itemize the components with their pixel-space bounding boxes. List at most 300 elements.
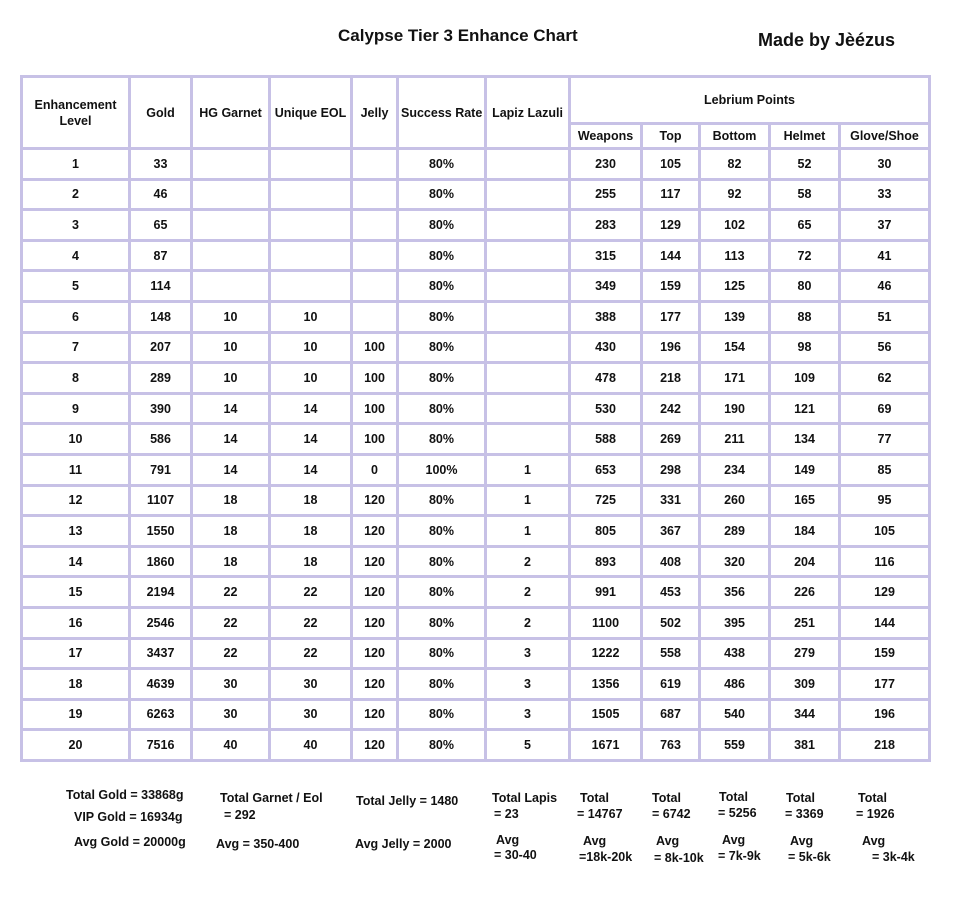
cell-level: 11 [22, 454, 130, 485]
cell-level: 14 [22, 546, 130, 577]
cell-gold: 2546 [130, 607, 192, 638]
helmet-avg-label: Avg [790, 834, 814, 848]
cell-jelly: 100 [352, 332, 398, 363]
cell-bottom: 82 [700, 149, 770, 180]
cell-hg-garnet: 14 [192, 454, 270, 485]
cell-glove-shoe: 116 [840, 546, 930, 577]
cell-lapiz-lazuli: 1 [486, 485, 570, 516]
cell-bottom: 289 [700, 516, 770, 547]
cell-bottom: 190 [700, 393, 770, 424]
cell-level: 13 [22, 516, 130, 547]
cell-helmet: 251 [770, 607, 840, 638]
cell-level: 4 [22, 240, 130, 271]
cell-success-rate: 80% [398, 179, 486, 210]
cell-weapons: 388 [570, 301, 642, 332]
bottom-avg-value: = 7k-9k [718, 849, 761, 863]
cell-bottom: 171 [700, 363, 770, 394]
cell-helmet: 80 [770, 271, 840, 302]
bottom-total-value: = 5256 [718, 806, 757, 820]
cell-hg-garnet: 10 [192, 301, 270, 332]
header-gold: Gold [130, 77, 192, 149]
cell-lapiz-lazuli: 1 [486, 516, 570, 547]
weapons-avg-value: =18k-20k [579, 850, 633, 864]
cell-success-rate: 80% [398, 730, 486, 761]
cell-lapiz-lazuli [486, 363, 570, 394]
cell-success-rate: 80% [398, 669, 486, 700]
cell-top: 242 [642, 393, 700, 424]
cell-lapiz-lazuli: 2 [486, 607, 570, 638]
cell-unique-eol: 30 [270, 699, 352, 730]
cell-gold: 289 [130, 363, 192, 394]
cell-unique-eol: 18 [270, 485, 352, 516]
cell-lapiz-lazuli: 1 [486, 454, 570, 485]
weapons-total-value: = 14767 [577, 807, 623, 821]
cell-gold: 114 [130, 271, 192, 302]
cell-glove-shoe: 33 [840, 179, 930, 210]
cell-top: 453 [642, 577, 700, 608]
table-row [22, 332, 930, 363]
cell-glove-shoe: 37 [840, 210, 930, 241]
cell-hg-garnet: 18 [192, 546, 270, 577]
cell-level: 15 [22, 577, 130, 608]
avg-garnet-eol: Avg = 350-400 [216, 837, 300, 851]
header-hg-garnet: HG Garnet [192, 77, 270, 149]
cell-level: 18 [22, 669, 130, 700]
cell-bottom: 113 [700, 240, 770, 271]
cell-gold: 1107 [130, 485, 192, 516]
cell-weapons: 893 [570, 546, 642, 577]
cell-level: 10 [22, 424, 130, 455]
cell-level: 3 [22, 210, 130, 241]
cell-success-rate: 80% [398, 424, 486, 455]
cell-success-rate: 80% [398, 699, 486, 730]
cell-success-rate: 80% [398, 393, 486, 424]
cell-glove-shoe: 77 [840, 424, 930, 455]
header-weapons: Weapons [570, 124, 642, 149]
cell-bottom: 102 [700, 210, 770, 241]
cell-bottom: 92 [700, 179, 770, 210]
cell-helmet: 58 [770, 179, 840, 210]
table-row [22, 240, 930, 271]
cell-helmet: 226 [770, 577, 840, 608]
cell-lapiz-lazuli [486, 240, 570, 271]
cell-jelly: 120 [352, 730, 398, 761]
cell-bottom: 154 [700, 332, 770, 363]
cell-glove-shoe: 129 [840, 577, 930, 608]
author-credit: Made by Jèézus [758, 30, 896, 50]
avg-lapis-label: Avg [496, 833, 520, 847]
cell-level: 5 [22, 271, 130, 302]
cell-weapons: 991 [570, 577, 642, 608]
header-enhancement-level: Enhancement Level [22, 77, 130, 149]
cell-glove-shoe: 85 [840, 454, 930, 485]
cell-jelly: 120 [352, 607, 398, 638]
enhance-table [20, 75, 931, 762]
cell-top: 619 [642, 669, 700, 700]
cell-gold: 586 [130, 424, 192, 455]
cell-top: 159 [642, 271, 700, 302]
cell-success-rate: 80% [398, 485, 486, 516]
cell-helmet: 121 [770, 393, 840, 424]
cell-level: 20 [22, 730, 130, 761]
cell-unique-eol: 10 [270, 332, 352, 363]
cell-jelly [352, 240, 398, 271]
header-top: Top [642, 124, 700, 149]
avg-jelly: Avg Jelly = 2000 [355, 837, 452, 851]
table-row [22, 546, 930, 577]
cell-hg-garnet [192, 149, 270, 180]
table-row [22, 638, 930, 669]
cell-top: 269 [642, 424, 700, 455]
glove-avg-label: Avg [862, 834, 886, 848]
top-total-label: Total [652, 791, 681, 805]
helmet-avg-value: = 5k-6k [788, 850, 831, 864]
cell-level: 12 [22, 485, 130, 516]
table-row [22, 699, 930, 730]
cell-hg-garnet: 10 [192, 363, 270, 394]
cell-jelly: 0 [352, 454, 398, 485]
cell-hg-garnet: 18 [192, 485, 270, 516]
cell-level: 19 [22, 699, 130, 730]
cell-weapons: 478 [570, 363, 642, 394]
cell-success-rate: 80% [398, 363, 486, 394]
cell-helmet: 134 [770, 424, 840, 455]
cell-success-rate: 80% [398, 332, 486, 363]
cell-lapiz-lazuli [486, 210, 570, 241]
cell-hg-garnet [192, 271, 270, 302]
cell-unique-eol: 10 [270, 301, 352, 332]
cell-top: 331 [642, 485, 700, 516]
cell-level: 6 [22, 301, 130, 332]
cell-lapiz-lazuli [486, 271, 570, 302]
table-row [22, 454, 930, 485]
cell-glove-shoe: 196 [840, 699, 930, 730]
avg-lapis-value: = 30-40 [494, 848, 537, 862]
cell-top: 408 [642, 546, 700, 577]
total-lapis-label: Total Lapis [492, 791, 558, 805]
cell-jelly: 120 [352, 669, 398, 700]
cell-weapons: 255 [570, 179, 642, 210]
cell-success-rate: 80% [398, 210, 486, 241]
cell-top: 502 [642, 607, 700, 638]
cell-top: 144 [642, 240, 700, 271]
cell-helmet: 184 [770, 516, 840, 547]
header-helmet: Helmet [770, 124, 840, 149]
cell-helmet: 309 [770, 669, 840, 700]
cell-weapons: 805 [570, 516, 642, 547]
cell-level: 7 [22, 332, 130, 363]
cell-level: 1 [22, 149, 130, 180]
cell-unique-eol: 18 [270, 546, 352, 577]
cell-unique-eol: 14 [270, 424, 352, 455]
cell-lapiz-lazuli: 2 [486, 577, 570, 608]
cell-unique-eol [270, 179, 352, 210]
cell-gold: 33 [130, 149, 192, 180]
cell-gold: 791 [130, 454, 192, 485]
cell-lapiz-lazuli [486, 301, 570, 332]
cell-hg-garnet [192, 179, 270, 210]
table-row [22, 669, 930, 700]
cell-glove-shoe: 105 [840, 516, 930, 547]
cell-jelly [352, 149, 398, 180]
cell-bottom: 395 [700, 607, 770, 638]
cell-lapiz-lazuli: 3 [486, 669, 570, 700]
cell-bottom: 139 [700, 301, 770, 332]
cell-bottom: 260 [700, 485, 770, 516]
cell-helmet: 165 [770, 485, 840, 516]
cell-success-rate: 80% [398, 516, 486, 547]
weapons-avg-label: Avg [583, 834, 607, 848]
top-avg-label: Avg [656, 834, 680, 848]
cell-weapons: 1505 [570, 699, 642, 730]
cell-gold: 1550 [130, 516, 192, 547]
cell-hg-garnet: 14 [192, 393, 270, 424]
cell-weapons: 283 [570, 210, 642, 241]
header-bottom: Bottom [700, 124, 770, 149]
table-row [22, 363, 930, 394]
cell-bottom: 211 [700, 424, 770, 455]
cell-unique-eol: 22 [270, 638, 352, 669]
cell-glove-shoe: 218 [840, 730, 930, 761]
cell-helmet: 98 [770, 332, 840, 363]
header-lapiz-lazuli: Lapiz Lazuli [486, 77, 570, 149]
cell-glove-shoe: 46 [840, 271, 930, 302]
cell-top: 177 [642, 301, 700, 332]
table-row [22, 271, 930, 302]
cell-hg-garnet: 14 [192, 424, 270, 455]
cell-bottom: 540 [700, 699, 770, 730]
cell-helmet: 279 [770, 638, 840, 669]
cell-level: 9 [22, 393, 130, 424]
cell-unique-eol: 14 [270, 393, 352, 424]
cell-helmet: 344 [770, 699, 840, 730]
cell-gold: 2194 [130, 577, 192, 608]
table-row [22, 577, 930, 608]
cell-unique-eol [270, 210, 352, 241]
cell-gold: 1860 [130, 546, 192, 577]
cell-jelly [352, 210, 398, 241]
table-row [22, 424, 930, 455]
header-glove-shoe: Glove/Shoe [840, 124, 930, 149]
cell-unique-eol: 10 [270, 363, 352, 394]
cell-top: 367 [642, 516, 700, 547]
cell-success-rate: 80% [398, 301, 486, 332]
cell-bottom: 486 [700, 669, 770, 700]
cell-glove-shoe: 62 [840, 363, 930, 394]
cell-gold: 207 [130, 332, 192, 363]
cell-helmet: 109 [770, 363, 840, 394]
cell-success-rate: 80% [398, 607, 486, 638]
cell-weapons: 1100 [570, 607, 642, 638]
cell-gold: 4639 [130, 669, 192, 700]
total-garnet-eol-value: = 292 [224, 808, 256, 822]
table-row [22, 149, 930, 180]
cell-unique-eol [270, 271, 352, 302]
total-garnet-eol-label: Total Garnet / Eol [220, 791, 323, 805]
table-row [22, 393, 930, 424]
top-avg-value: = 8k-10k [654, 851, 704, 865]
cell-gold: 46 [130, 179, 192, 210]
cell-top: 218 [642, 363, 700, 394]
chart-title: Calypse Tier 3 Enhance Chart [338, 26, 578, 45]
cell-jelly [352, 179, 398, 210]
header-unique-eol: Unique EOL [270, 77, 352, 149]
cell-lapiz-lazuli: 2 [486, 546, 570, 577]
cell-bottom: 356 [700, 577, 770, 608]
cell-top: 117 [642, 179, 700, 210]
cell-glove-shoe: 144 [840, 607, 930, 638]
cell-bottom: 234 [700, 454, 770, 485]
cell-top: 763 [642, 730, 700, 761]
cell-jelly: 120 [352, 577, 398, 608]
cell-success-rate: 80% [398, 240, 486, 271]
cell-glove-shoe: 56 [840, 332, 930, 363]
glove-total-label: Total [858, 791, 887, 805]
cell-weapons: 653 [570, 454, 642, 485]
weapons-total-label: Total [580, 791, 609, 805]
total-gold: Total Gold = 33868g [66, 788, 184, 802]
cell-lapiz-lazuli [486, 149, 570, 180]
cell-glove-shoe: 69 [840, 393, 930, 424]
cell-glove-shoe: 30 [840, 149, 930, 180]
cell-jelly: 100 [352, 424, 398, 455]
cell-level: 2 [22, 179, 130, 210]
cell-success-rate: 80% [398, 271, 486, 302]
table-row [22, 516, 930, 547]
cell-helmet: 52 [770, 149, 840, 180]
cell-level: 8 [22, 363, 130, 394]
cell-lapiz-lazuli [486, 393, 570, 424]
cell-bottom: 320 [700, 546, 770, 577]
cell-success-rate: 80% [398, 577, 486, 608]
cell-lapiz-lazuli [486, 179, 570, 210]
cell-gold: 65 [130, 210, 192, 241]
cell-top: 687 [642, 699, 700, 730]
cell-jelly: 120 [352, 699, 398, 730]
cell-level: 16 [22, 607, 130, 638]
cell-helmet: 65 [770, 210, 840, 241]
cell-weapons: 1222 [570, 638, 642, 669]
cell-unique-eol: 22 [270, 577, 352, 608]
helmet-total-value: = 3369 [785, 807, 824, 821]
cell-helmet: 72 [770, 240, 840, 271]
cell-unique-eol: 30 [270, 669, 352, 700]
table-row [22, 730, 930, 761]
cell-weapons: 1356 [570, 669, 642, 700]
cell-jelly: 100 [352, 363, 398, 394]
bottom-total-label: Total [719, 790, 748, 804]
table-row [22, 179, 930, 210]
cell-lapiz-lazuli: 3 [486, 638, 570, 669]
cell-level: 17 [22, 638, 130, 669]
cell-unique-eol: 14 [270, 454, 352, 485]
total-jelly: Total Jelly = 1480 [356, 794, 459, 808]
cell-top: 196 [642, 332, 700, 363]
cell-bottom: 438 [700, 638, 770, 669]
cell-weapons: 430 [570, 332, 642, 363]
cell-hg-garnet: 18 [192, 516, 270, 547]
cell-unique-eol [270, 149, 352, 180]
cell-hg-garnet [192, 240, 270, 271]
table-row [22, 301, 930, 332]
table-row [22, 485, 930, 516]
cell-jelly [352, 271, 398, 302]
table-row [22, 210, 930, 241]
cell-gold: 7516 [130, 730, 192, 761]
cell-lapiz-lazuli [486, 424, 570, 455]
bottom-avg-label: Avg [722, 833, 746, 847]
cell-jelly: 120 [352, 516, 398, 547]
header-jelly: Jelly [352, 77, 398, 149]
cell-success-rate: 80% [398, 638, 486, 669]
cell-weapons: 315 [570, 240, 642, 271]
cell-success-rate: 80% [398, 149, 486, 180]
glove-avg-value: = 3k-4k [872, 850, 915, 864]
cell-weapons: 725 [570, 485, 642, 516]
cell-hg-garnet: 40 [192, 730, 270, 761]
cell-success-rate: 80% [398, 546, 486, 577]
cell-glove-shoe: 51 [840, 301, 930, 332]
cell-weapons: 349 [570, 271, 642, 302]
cell-helmet: 204 [770, 546, 840, 577]
cell-jelly: 120 [352, 546, 398, 577]
helmet-total-label: Total [786, 791, 815, 805]
cell-gold: 87 [130, 240, 192, 271]
avg-gold: Avg Gold = 20000g [74, 835, 186, 849]
cell-top: 105 [642, 149, 700, 180]
cell-weapons: 588 [570, 424, 642, 455]
cell-hg-garnet [192, 210, 270, 241]
cell-lapiz-lazuli: 3 [486, 699, 570, 730]
cell-glove-shoe: 177 [840, 669, 930, 700]
cell-weapons: 1671 [570, 730, 642, 761]
header-lebrium-points: Lebrium Points [570, 77, 930, 124]
cell-weapons: 230 [570, 149, 642, 180]
table-row [22, 607, 930, 638]
cell-unique-eol: 18 [270, 516, 352, 547]
cell-hg-garnet: 22 [192, 577, 270, 608]
cell-gold: 148 [130, 301, 192, 332]
cell-top: 129 [642, 210, 700, 241]
total-lapis-value: = 23 [494, 807, 519, 821]
cell-unique-eol: 22 [270, 607, 352, 638]
cell-helmet: 88 [770, 301, 840, 332]
cell-hg-garnet: 22 [192, 607, 270, 638]
vip-gold: VIP Gold = 16934g [74, 810, 183, 824]
cell-unique-eol [270, 240, 352, 271]
cell-jelly [352, 301, 398, 332]
cell-gold: 390 [130, 393, 192, 424]
cell-gold: 6263 [130, 699, 192, 730]
cell-glove-shoe: 159 [840, 638, 930, 669]
glove-total-value: = 1926 [856, 807, 895, 821]
cell-lapiz-lazuli [486, 332, 570, 363]
cell-hg-garnet: 22 [192, 638, 270, 669]
cell-top: 298 [642, 454, 700, 485]
table-body [22, 149, 930, 761]
cell-success-rate: 100% [398, 454, 486, 485]
cell-lapiz-lazuli: 5 [486, 730, 570, 761]
header-success-rate: Success Rate [398, 77, 486, 149]
top-total-value: = 6742 [652, 807, 691, 821]
cell-hg-garnet: 30 [192, 669, 270, 700]
cell-hg-garnet: 10 [192, 332, 270, 363]
cell-jelly: 120 [352, 485, 398, 516]
cell-top: 558 [642, 638, 700, 669]
cell-unique-eol: 40 [270, 730, 352, 761]
cell-glove-shoe: 95 [840, 485, 930, 516]
cell-weapons: 530 [570, 393, 642, 424]
